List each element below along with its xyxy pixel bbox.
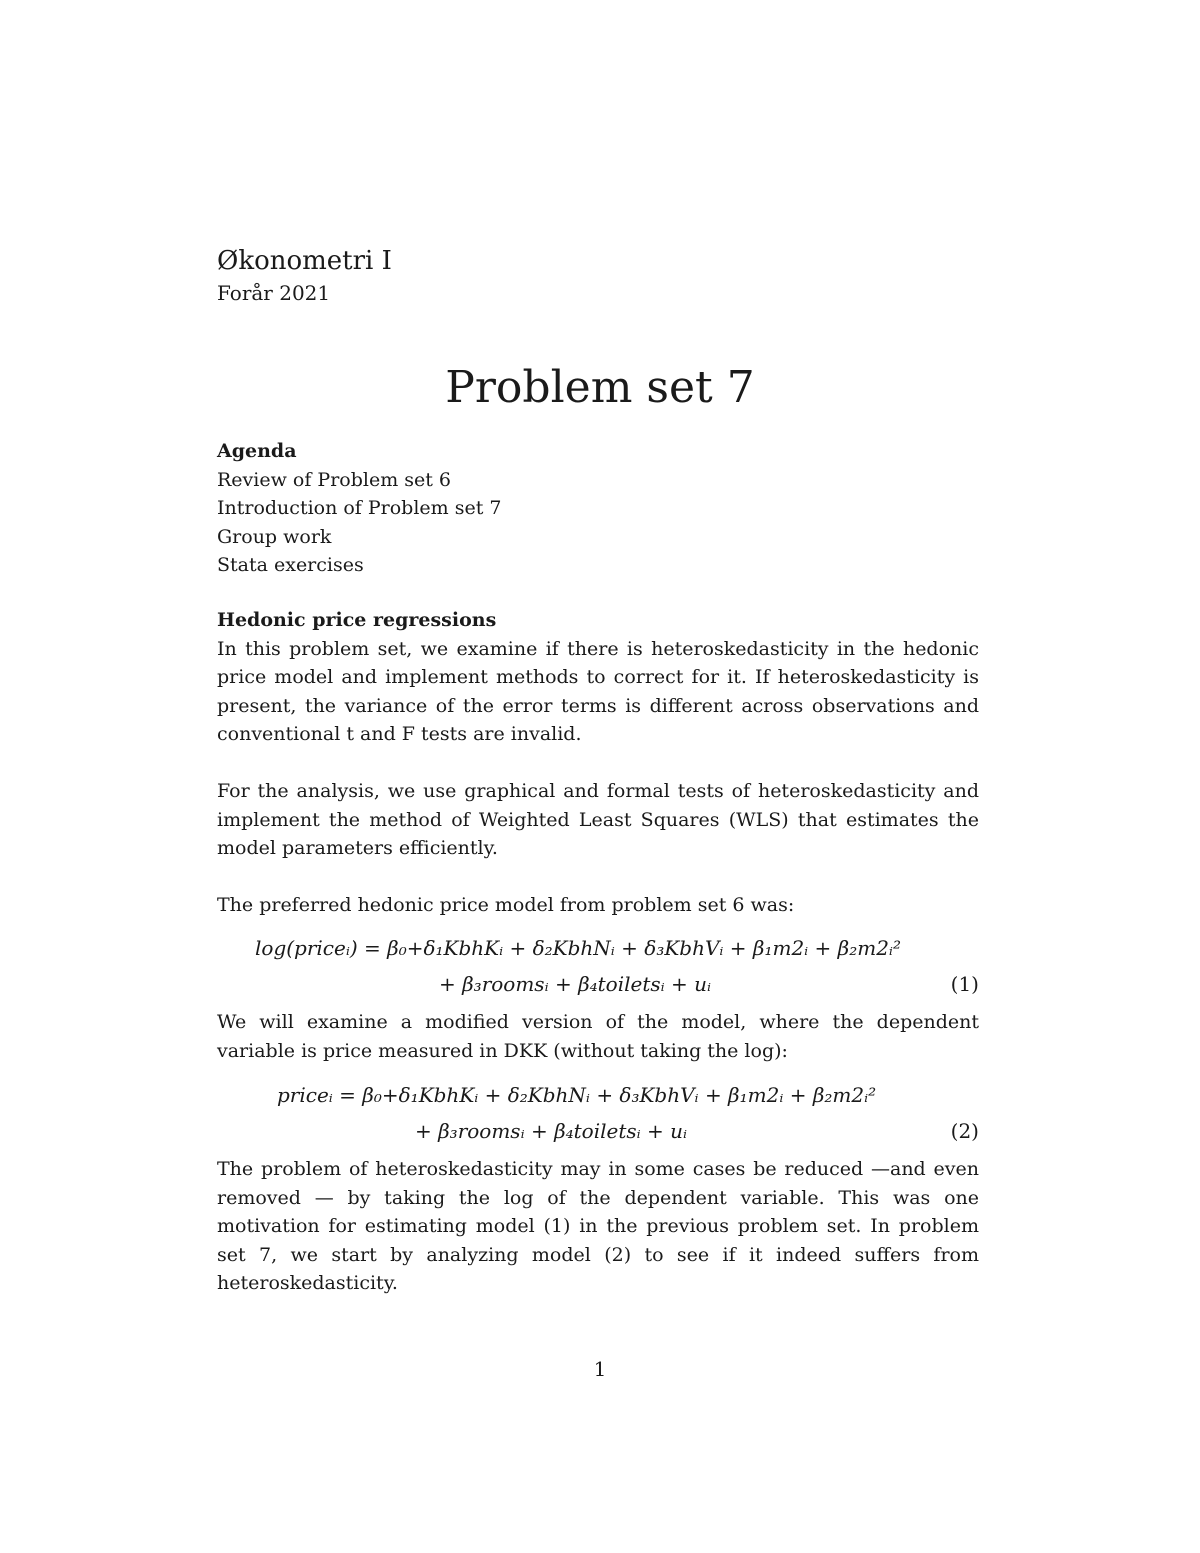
- agenda-section: [217, 437, 979, 580]
- page-title: Problem set 7: [445, 362, 755, 413]
- page-number: 1: [593, 1357, 607, 1381]
- equation-1-number: (1): [950, 972, 979, 996]
- equation-2: [217, 1080, 979, 1152]
- equation-2-line-1: priceᵢ = β₀+δ₁KbhKᵢ + δ₂KbhNᵢ + δ₃KbhVᵢ + β₁m2ᵢ + β₂m2ᵢ²: [277, 1083, 877, 1107]
- paragraph-modified-model: We will examine a modified version of the model, where the dependent variable is price measured in DKK (without taking the log):: [217, 1011, 979, 1062]
- equation-1-line-1: log(priceᵢ) = β₀+δ₁KbhKᵢ + δ₂KbhNᵢ + δ₃KbhVᵢ + β₁m2ᵢ + β₂m2ᵢ²: [255, 936, 901, 960]
- agenda-item: Review of Problem set 6: [217, 468, 452, 491]
- model-intro: [217, 891, 979, 920]
- section-heading: Hedonic price regressions: [217, 609, 497, 631]
- equation-1: [217, 933, 979, 1005]
- conclusion-section: [217, 1155, 979, 1298]
- equation-2-line-2: + β₃roomsᵢ + β₄toiletsᵢ + uᵢ: [415, 1119, 688, 1143]
- equation-2-number: (2): [950, 1119, 979, 1143]
- paragraph-intro: In this problem set, we examine if there is heteroskedasticity in the hedonic price model and implement methods to correct for it. If heteroskedasticity is present, the variance of the error terms is different across observations and conventional t and F tests are invalid.: [217, 637, 979, 745]
- paragraph-conclusion: The problem of heteroskedasticity may in some cases be reduced —and even removed — by taking the log of the dependent variable. This was one motivation for estimating model (1) in the previous problem set. In problem set 7, we start by analyzing model (2) to see if it indeed suffers from heteroskedasticity.: [217, 1158, 979, 1294]
- agenda-item: Introduction of Problem set 7: [217, 497, 502, 519]
- agenda-item: Group work: [217, 525, 332, 548]
- agenda-heading: Agenda: [217, 440, 297, 462]
- paragraph-model-intro: The preferred hedonic price model from problem set 6 was:: [217, 894, 795, 916]
- paragraph-analysis: For the analysis, we use graphical and formal tests of heteroskedasticity and implement the method of Weighted Least Squares (WLS) that estimates the model parameters efficiently.: [217, 780, 979, 859]
- modified-model-intro: [217, 1008, 979, 1065]
- course-name: Økonometri I: [217, 246, 392, 276]
- analysis-section: [217, 777, 979, 863]
- course-term: Forår 2021: [217, 281, 331, 305]
- equation-1-line-2: + β₃roomsᵢ + β₄toiletsᵢ + uᵢ: [439, 972, 712, 996]
- hedonic-section: [217, 606, 979, 749]
- agenda-item: Stata exercises: [217, 554, 364, 576]
